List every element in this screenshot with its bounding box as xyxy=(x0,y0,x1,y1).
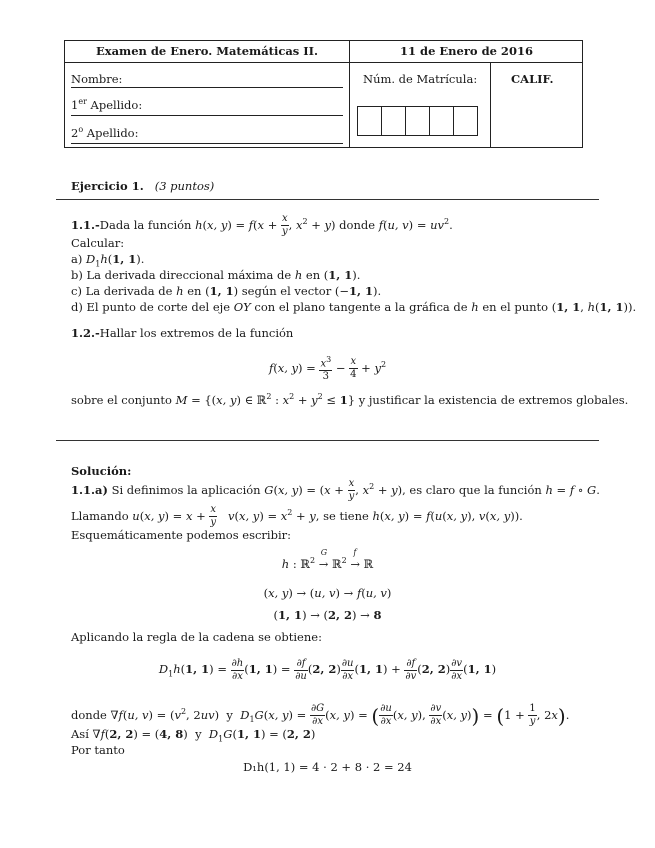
matricula-boxes[interactable] xyxy=(357,106,477,136)
solution-line-1: 1.1.a) Si definimos la aplicación G(x, y) = (x + $\frac{x}{y}$ , $x^2 + y$), es claro que la función h = f ∘ G. xyxy=(71,478,600,503)
item-b: b) La derivada direccional máxima de h en (1, 1). xyxy=(71,268,361,282)
exam-title: Examen de Enero. Matemáticas II. xyxy=(95,44,319,58)
por-tanto-label: Por tanto xyxy=(71,743,125,757)
table-divider xyxy=(490,63,491,148)
scheme-line-3: (1, 1) → (2, 2) → 8 xyxy=(273,608,382,622)
surname1-label: 1er Apellido: xyxy=(71,97,143,112)
chain-rule-formula: $D_1h(1$, 1) = $\frac{\partial h}{\partial x}$ (1, 1) = $\frac{\partial f}{\partial u}$ (2, 2) $\frac{\partial u}{\partial x}$ (1, 1) + $\frac{\partial f}{\partial v}$ (2, 2) $\frac{\partial v}{\partial x}$ (1, 1) xyxy=(158,657,497,682)
name-label: Nombre: xyxy=(71,72,123,86)
solution-line-3: Esquemáticamente podemos escribir: xyxy=(71,528,291,542)
exercise-heading: Ejercicio 1. (3 puntos) xyxy=(71,179,215,193)
item-a: a) $D_1h(1$, 1). xyxy=(71,252,145,269)
scheme-line-2: (x, y) → (u, v) → f(u, v) xyxy=(263,586,392,600)
section-rule xyxy=(56,440,599,441)
surname1-input-line[interactable] xyxy=(71,115,343,116)
exam-header-table xyxy=(64,40,583,148)
gradient-line: donde ∇f(u, $v) = (v^2$, 2uv) y $D_1G(x$, y) = $\frac{\partial G}{\partial x}$ (x, y) = ( $\frac{\partial u}{\partial x}$ (x, y), $\frac{\partial v}{\partial x}$ (x, y)) = (1 + $\frac{1}{y}$ , 2x). xyxy=(71,703,570,728)
table-divider xyxy=(65,62,583,63)
solution-line-2: Llamando u(x, y) = x + $\frac{x}{y}$ v(x, $y) = x^2 + y$, se tiene h(x, y) = f(u(x, y), v(x, y)). xyxy=(71,504,523,529)
calcular-label: Calcular: xyxy=(71,236,125,250)
evaluation-line: Así ∇f(2, 2) = (4, 8) y $D_1G(1$, 1) = (2, 2) xyxy=(71,727,316,744)
problem-1-2-statement: 1.2.-Hallar los extremos de la función xyxy=(71,326,294,340)
exam-date: 11 de Enero de 2016 xyxy=(400,44,533,58)
name-input-line[interactable] xyxy=(71,87,343,88)
section-rule xyxy=(56,199,599,200)
surname2-label: 2$^o$ Apellido: xyxy=(71,125,139,140)
domain-set: sobre el conjunto M = {(x, y) ∈ ℝ$^2$ : $x^2 + y^2 \le 1$} y justificar la existencia de extremos globales. xyxy=(71,392,629,407)
scheme-line-1: h : ℝ$^2$ G → ℝ$^2$ f → ℝ xyxy=(281,547,374,571)
solution-heading: Solución: xyxy=(71,464,132,478)
final-result: D₁h(1, 1) = 4 · 2 + 8 · 2 = 24 xyxy=(243,760,412,774)
problem-1-1-statement: 1.1.-Dada la función h(x, y) = f(x + $\frac{x}{y}$ , $x^2 + y$) donde f(u, $v) = uv^2$. xyxy=(71,213,453,238)
calif-label: CALIF. xyxy=(511,72,554,86)
matricula-label: Núm. de Matrícula: xyxy=(363,72,478,86)
function-formula: f(x, y) = $\frac{x^3}{3}$ − $\frac{x}{4}$ + $y^2$ xyxy=(268,354,387,382)
surname2-input-line[interactable] xyxy=(71,143,343,144)
chain-rule-text: Aplicando la regla de la cadena se obtiene: xyxy=(71,630,322,644)
item-d: d) El punto de corte del eje OY con el plano tangente a la gráfica de h en el punto (1, 1, h(1, 1)). xyxy=(71,300,637,314)
item-c: c) La derivada de h en (1, 1) según el vector (−1, 1). xyxy=(71,284,382,298)
